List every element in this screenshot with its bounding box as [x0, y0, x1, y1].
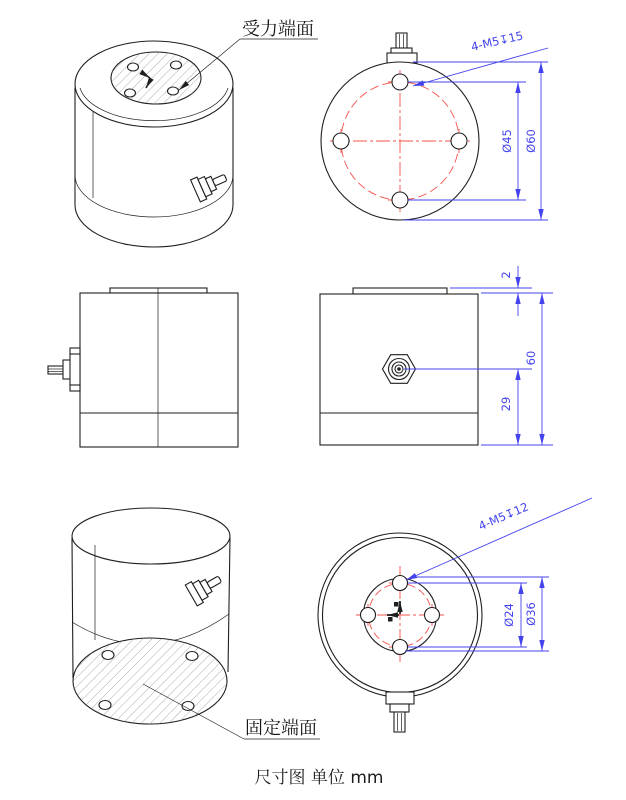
top-rim — [72, 508, 230, 564]
force-face-hatch — [111, 52, 201, 104]
dim-connector-height: 29 — [499, 396, 513, 412]
bolt-hole — [102, 651, 114, 660]
top-view — [321, 28, 548, 220]
bolt-hole — [125, 89, 136, 97]
iso-top-view — [75, 19, 318, 247]
dim-bolt-circle-top: Ø45 — [500, 129, 514, 153]
dim-total-height: 60 — [524, 350, 538, 366]
dim-boss-bottom: Ø36 — [524, 602, 538, 626]
tapped-hole — [392, 192, 408, 208]
dim-bolt-circle-bottom: Ø24 — [502, 603, 516, 627]
fixed-face-hatch — [73, 638, 227, 724]
tapped-hole — [333, 133, 349, 149]
dim-cap-height: 2 — [499, 271, 513, 279]
body-edge — [228, 538, 230, 672]
tapped-hole — [361, 608, 376, 623]
cable-gland-bottom-icon — [386, 692, 414, 732]
bolt-hole — [171, 61, 182, 69]
thread-leader — [413, 48, 548, 86]
side-view-left — [48, 288, 238, 447]
tapped-hole — [392, 74, 408, 90]
cable-gland-top-icon — [387, 33, 417, 63]
origin-mark-icon — [388, 617, 393, 622]
thread-note-top: 4-M5↧15 — [469, 28, 525, 54]
load-button — [110, 288, 207, 293]
body-outline — [80, 293, 238, 447]
fixed-face-label: 固定端面 — [245, 718, 317, 739]
bottom-view — [318, 498, 592, 732]
caption: 尺寸图 单位 mm — [254, 768, 384, 788]
load-button — [353, 288, 447, 294]
cable-gland-side-icon — [48, 348, 80, 391]
side-view-right — [320, 266, 553, 445]
iso-bottom-view — [72, 508, 320, 739]
thread-note-bottom: 4-M5↧12 — [476, 499, 531, 534]
bolt-hole — [128, 63, 139, 71]
tapped-hole — [393, 576, 408, 591]
bolt-hole — [186, 652, 198, 661]
bolt-hole — [168, 87, 179, 95]
tapped-hole — [393, 640, 408, 655]
origin-mark-icon — [394, 602, 399, 607]
body-edge — [72, 538, 73, 678]
dim-outer-top: Ø60 — [524, 129, 538, 153]
force-face-label: 受力端面 — [242, 19, 314, 40]
cable-gland-icon — [185, 569, 226, 606]
tapped-hole — [425, 608, 440, 623]
tapped-hole — [451, 133, 467, 149]
bolt-hole — [99, 701, 111, 710]
